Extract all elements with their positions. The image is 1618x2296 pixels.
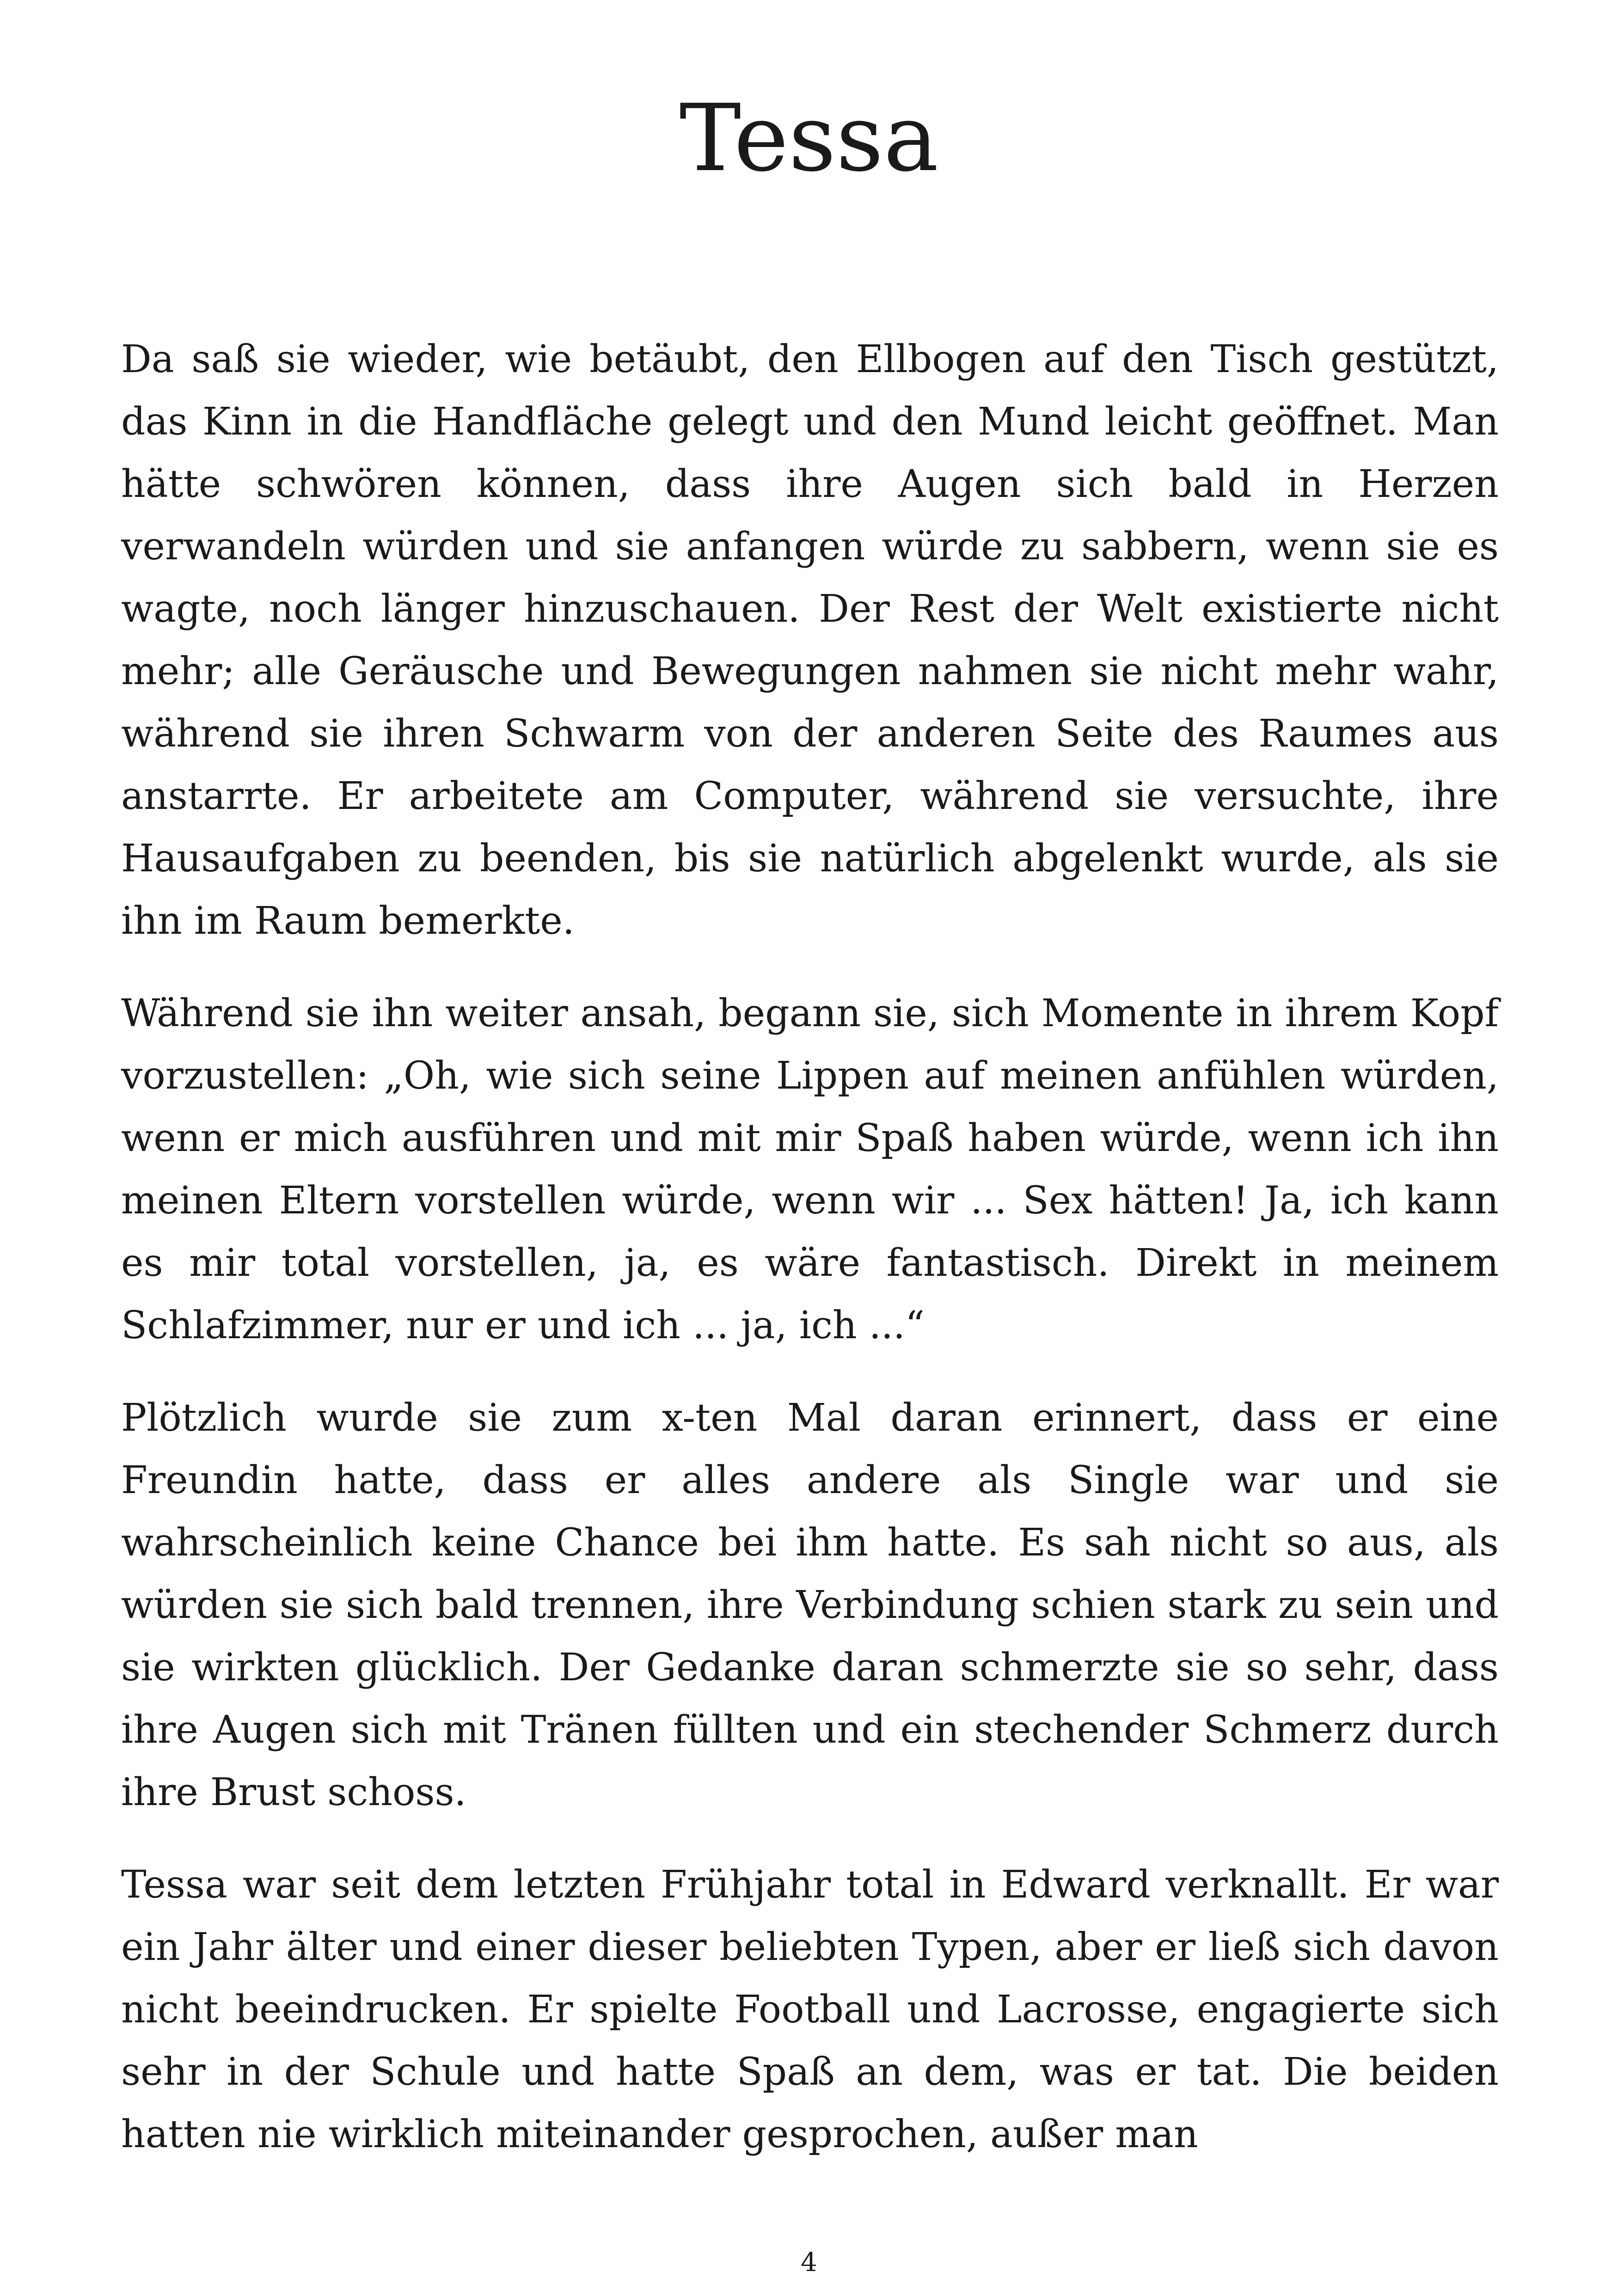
- body-text: [121, 328, 1499, 2196]
- paragraph-1: Da saß sie wieder, wie betäubt, den Ellbogen auf den Tisch gestützt, das Kinn in die Handfläche gelegt und den Mund leicht geöffnet. Man hätte schwören können, dass ihre Augen sich bald in Herzen verwandeln würden und sie anfangen würde zu sabbern, wenn sie es wagte, noch länger hinzuschauen. Der Rest der Welt existierte nicht mehr; alle Geräusche und Bewegungen nahmen sie nicht mehr wahr, während sie ihren Schwarm von der anderen Seite des Raumes aus anstarrte. Er arbeitete am Computer, während sie versuchte, ihre Hausaufgaben zu beenden, bis sie natürlich abgelenkt wurde, als sie ihn im Raum bemerkte.: [121, 337, 1499, 943]
- paragraph-2: Während sie ihn weiter ansah, begann sie, sich Momente in ihrem Kopf vorzustellen: „Oh, wie sich seine Lippen auf meinen anfühlen würden, wenn er mich ausführen und mit mir Spaß haben würde, wenn ich ihn meinen Eltern vorstellen würde, wenn wir ... Sex hätten! Ja, ich kann es mir total vorstellen, ja, es wäre fantastisch. Direkt in meinem Schlafzimmer, nur er und ich ... ja, ich ...“: [121, 992, 1499, 1347]
- paragraph-3: Plötzlich wurde sie zum x-ten Mal daran erinnert, dass er eine Freundin hatte, dass er alles andere als Single war und sie wahrscheinlich keine Chance bei ihm hatte. Es sah nicht so aus, als würden sie sich bald trennen, ihre Verbindung schien stark zu sein und sie wirkten glücklich. Der Gedanke daran schmerzte sie so sehr, dass ihre Augen sich mit Tränen füllten und ein stechender Schmerz durch ihre Brust schoss.: [121, 1396, 1499, 1814]
- paragraph-4: Tessa war seit dem letzten Frühjahr total in Edward verknallt. Er war ein Jahr älter und einer dieser beliebten Typen, aber er ließ sich davon nicht beeindrucken. Er spielte Football und Lacrosse, engagierte sich sehr in der Schule und hatte Spaß an dem, was er tat. Die beiden hatten nie wirklich miteinander gesprochen, außer man: [121, 1863, 1499, 2156]
- page-number: 4: [801, 2247, 817, 2278]
- chapter-title: Tessa: [679, 85, 939, 192]
